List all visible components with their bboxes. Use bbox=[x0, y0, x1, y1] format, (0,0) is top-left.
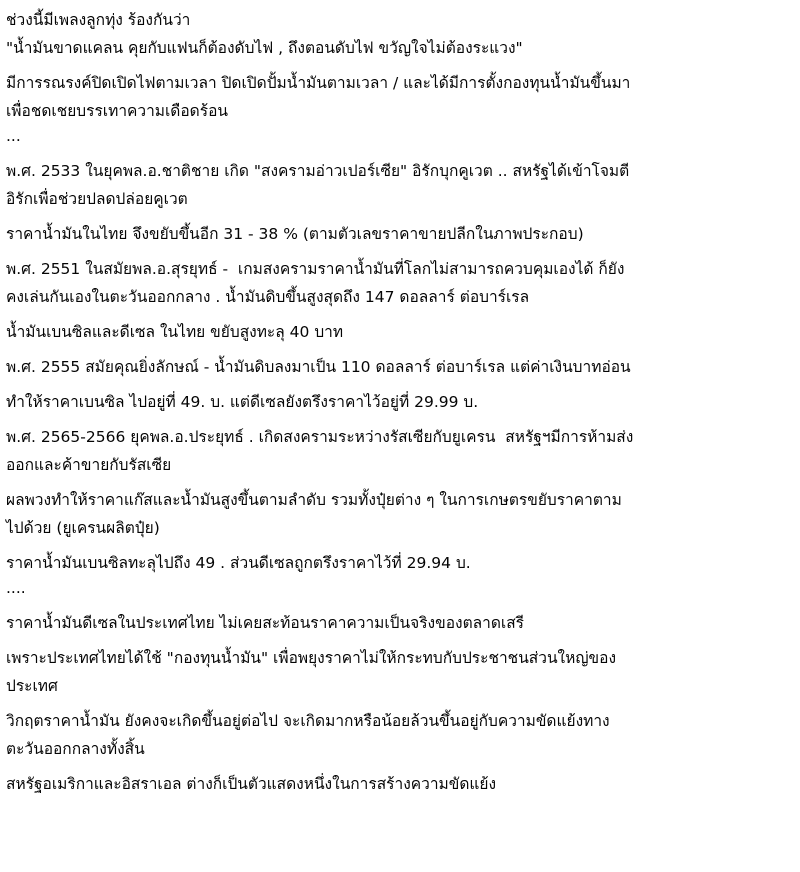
post-ellipsis: ... bbox=[6, 127, 21, 145]
post-paragraph: ช่วงนี้มีเพลงลูกทุ่ง ร้องกันว่า bbox=[6, 11, 191, 29]
post-paragraph: ราคาน้ำมันดีเซลในประเทศไทย ไม่เคยสะท้อนราคาความเป็นจริงของตลาดเสรี bbox=[6, 614, 524, 632]
post-body bbox=[6, 6, 796, 805]
post-paragraph: พ.ศ. 2551 ในสมัยพล.อ.สุรยุทธ์ - เกมสงครามราคาน้ำมันที่โลกไม่สามารถควบคุมเองได้ ก็ยัง คงเล่นกันเองในตะวันออกกลาง . น้ำมันดิบขึ้นสูงสุดถึง 147 ดอลลาร์ ต่อบาร์เรล bbox=[6, 260, 625, 306]
post-paragraph: พ.ศ. 2565-2566 ยุคพล.อ.ประยุทธ์ . เกิดสงครามระหว่างรัสเซียกับยูเครน สหรัฐฯมีการห้ามส่ง ออกและค้าขายกับรัสเซีย bbox=[6, 428, 634, 474]
post-paragraph: น้ำมันเบนซิลและดีเซล ในไทย ขยับสูงทะลุ 40 บาท bbox=[6, 323, 344, 341]
post-paragraph: ราคาน้ำมันในไทย จึงขยับขึ้นอีก 31 - 38 % (ตามตัวเลขราคาขายปลีกในภาพประกอบ) bbox=[6, 225, 584, 243]
post-paragraph: วิกฤตราคาน้ำมัน ยังคงจะเกิดขึ้นอยู่ต่อไป จะเกิดมากหรือน้อยล้วนขึ้นอยู่กับความขัดแย้งทาง ตะวันออกกลางทั้งสิ้น bbox=[6, 712, 610, 758]
post-paragraph: ทำให้ราคาเบนซิล ไปอยู่ที่ 49. บ. แต่ดีเซลยังตรึงราคาไว้อยู่ที่ 29.99 บ. bbox=[6, 393, 479, 411]
post-paragraph: "น้ำมันขาดแคลน คุยกับแฟนก็ต้องดับไฟ , ถึงตอนดับไฟ ขวัญใจไม่ต้องระแวง" bbox=[6, 39, 523, 57]
post-paragraph: มีการรณรงค์ปิดเปิดไฟตามเวลา ปิดเปิดปั้มน้ำมันตามเวลา / และได้มีการตั้งกองทุนน้ำมันขึ้นมา เพื่อชดเชยบรรเทาความเดือดร้อน bbox=[6, 74, 631, 120]
post-paragraph: ผลพวงทำให้ราคาแก๊สและน้ำมันสูงขึ้นตามลำดับ รวมทั้งปุ๋ยต่าง ๆ ในการเกษตรขยับราคาตาม ไปด้วย (ยูเครนผลิตปุ๋ย) bbox=[6, 491, 622, 537]
post-paragraph: ราคาน้ำมันเบนซิลทะลุไปถึง 49 . ส่วนดีเซลถูกตรึงราคาไว้ที่ 29.94 บ. bbox=[6, 554, 471, 572]
post-paragraph: พ.ศ. 2555 สมัยคุณยิ่งลักษณ์ - น้ำมันดิบลงมาเป็น 110 ดอลลาร์ ต่อบาร์เรล แต่ค่าเงินบาทอ่อน bbox=[6, 358, 631, 376]
post-paragraph: สหรัฐอเมริกาและอิสราเอล ต่างก็เป็นตัวแสดงหนึ่งในการสร้างความขัดแย้ง bbox=[6, 775, 497, 793]
post-ellipsis: .... bbox=[6, 579, 26, 597]
post-paragraph: เพราะประเทศไทยได้ใช้ "กองทุนน้ำมัน" เพื่อพยุงราคาไม่ให้กระทบกับประชาชนส่วนใหญ่ของ ประเทศ bbox=[6, 649, 617, 695]
post-paragraph: พ.ศ. 2533 ในยุคพล.อ.ชาติชาย เกิด "สงครามอ่าวเปอร์เซีย" อิรักบุกคูเวต .. สหรัฐได้เข้าโจมตี อิรักเพื่อช่วยปลดปล่อยคูเวต bbox=[6, 162, 630, 208]
